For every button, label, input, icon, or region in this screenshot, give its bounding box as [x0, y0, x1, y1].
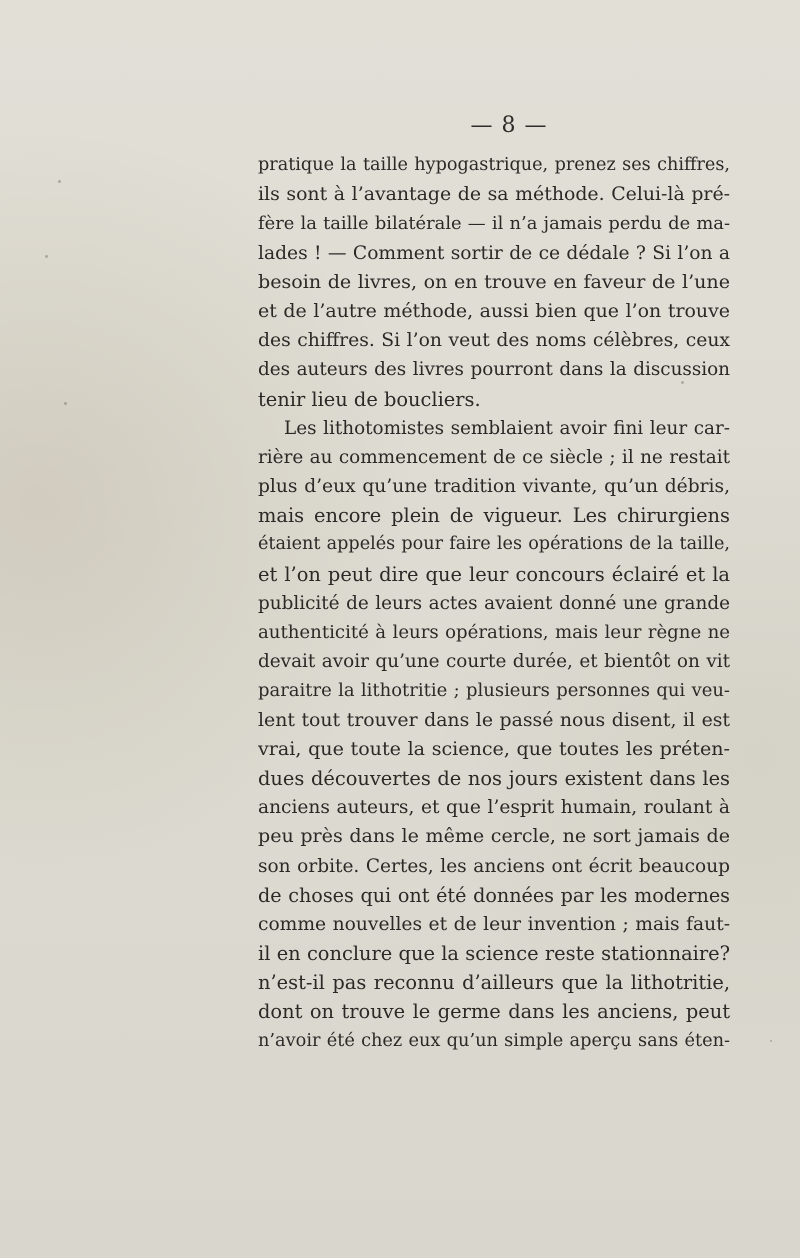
text-line: lent tout trouver dans le passé nous disent, il est — [258, 708, 730, 731]
text-line: des chiffres. Si l’on veut des noms célèbres, ceux — [258, 330, 730, 352]
paper-speck — [770, 1040, 772, 1042]
text-line: comme nouvelles et de leur invention ; mais faut- — [258, 913, 730, 935]
text-line: n’avoir été chez eux qu’un simple aperçu sans éten- — [258, 1030, 730, 1051]
text-line: tenir lieu de boucliers. — [258, 387, 481, 411]
text-line: fère la taille bilatérale — il n’a jamais perdu de ma- — [258, 213, 730, 235]
text-line: Les lithotomistes semblaient avoir fini leur car- — [284, 417, 730, 439]
text-line: de choses qui ont été données par les modernes — [258, 883, 730, 907]
text-line: et de l’autre méthode, aussi bien que l’on trouve — [258, 299, 730, 322]
paper-speck — [64, 402, 67, 405]
text-line: publicité de leurs actes avaient donné une grande — [258, 592, 730, 614]
text-line: pratique la taille hypogastrique, prenez ses chiffres, — [258, 155, 730, 175]
text-line: dont on trouve le germe dans les anciens, peut — [258, 1000, 730, 1024]
text-line: devait avoir qu’une courte durée, et bientôt on vit — [258, 651, 730, 673]
text-line: ils sont à l’avantage de sa méthode. Celui-là pré- — [258, 183, 730, 206]
text-line: rière au commencement de ce siècle ; il ne restait — [258, 446, 730, 468]
text-line: vrai, que toute la science, que toutes les préten- — [258, 737, 730, 760]
text-line: et l’on peut dire que leur concours éclairé et la — [258, 562, 730, 586]
body-text — [258, 151, 730, 1056]
text-line: paraitre la lithotritie ; plusieurs personnes qui veu- — [258, 680, 730, 702]
text-line: des auteurs des livres pourront dans la discussion — [258, 359, 730, 381]
text-line: authenticité à leurs opérations, mais leur règne ne — [258, 622, 730, 643]
page-number: — 8 — — [470, 113, 548, 138]
text-line: peu près dans le même cercle, ne sort jamais de — [258, 825, 730, 848]
paper-speck — [681, 381, 684, 384]
text-line: plus d’eux qu’une tradition vivante, qu’un débris, — [258, 476, 730, 498]
text-line: n’est-il pas reconnu d’ailleurs que la lithotritie, — [258, 971, 730, 995]
text-line: anciens auteurs, et que l’esprit humain, roulant à — [258, 797, 730, 819]
paper-speck — [45, 255, 48, 258]
text-line: son orbite. Certes, les anciens ont écrit beaucoup — [258, 855, 730, 877]
paper-speck — [58, 180, 61, 183]
text-line: mais encore plein de vigueur. Les chirurgiens — [258, 504, 730, 528]
text-line: dues découvertes de nos jours existent dans les — [258, 766, 730, 790]
text-line: besoin de livres, on en trouve en faveur de l’une — [258, 270, 730, 293]
text-line: il en conclure que la science reste stationnaire? — [258, 942, 730, 966]
text-line: étaient appelés pour faire les opérations de la taille, — [258, 534, 730, 555]
text-line: lades ! — Comment sortir de ce dédale ? Si l’on a — [258, 242, 730, 264]
